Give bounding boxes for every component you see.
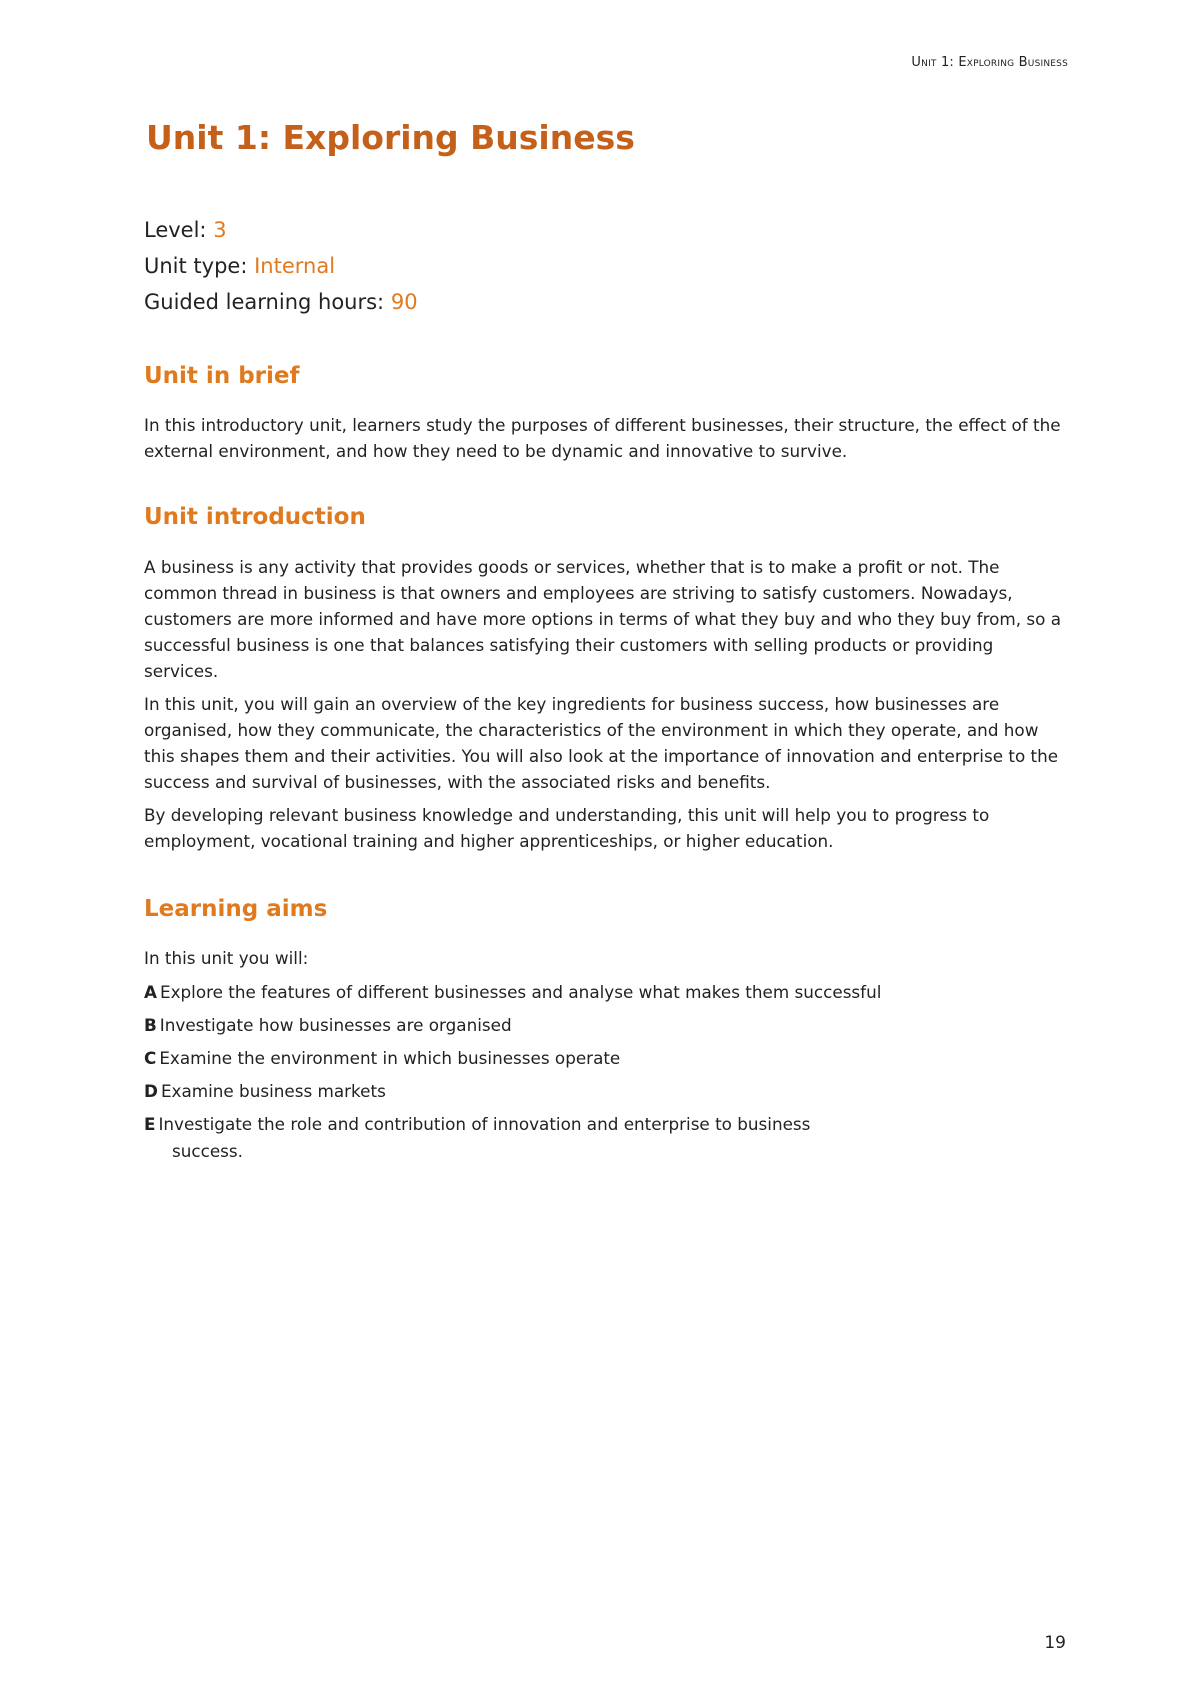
learning-aim-item: [144, 1045, 884, 1072]
learning-aims-heading: Learning aims: [144, 895, 328, 922]
learning-aims-list: [144, 979, 884, 1165]
meta-level-label: Level:: [144, 217, 207, 242]
meta-unit-type-value: Internal: [254, 253, 336, 278]
learning-aim-letter: C: [144, 1048, 157, 1069]
learning-aims-intro: In this unit you will:: [144, 948, 309, 969]
unit-in-brief-text: In this introductory unit, learners study the purposes of different businesses, their structure, the effect of the external environment, and how they need to be dynamic and innovative to survive.: [144, 415, 1061, 462]
page-content: [144, 118, 1064, 1171]
learning-aim-letter: E: [144, 1114, 156, 1135]
learning-aim-text: Explore the features of different businesses and analyse what makes them successful: [160, 982, 882, 1003]
running-header: Unit 1: Exploring Business: [911, 55, 1068, 70]
learning-aim-text: Examine business markets: [160, 1081, 386, 1102]
page-number: 19: [1044, 1633, 1066, 1653]
unit-in-brief-heading: Unit in brief: [144, 362, 300, 389]
learning-aim-letter: A: [144, 982, 157, 1003]
learning-aim-item: [144, 1111, 884, 1165]
meta-glh: [144, 284, 1064, 320]
learning-aim-item: [144, 1012, 884, 1039]
page-title: Unit 1: Exploring Business: [146, 118, 635, 157]
meta-unit-type: [144, 248, 1064, 284]
unit-introduction-paragraph: In this unit, you will gain an overview of the key ingredients for business success, how businesses are organised, how they communicate, the characteristics of the environment in which they operate, and how this shapes them and their activities. You will also look at the importance of innovation and enterprise to the success and survival of businesses, with the associated risks and benefits.: [144, 693, 1059, 792]
meta-level: [144, 212, 1064, 248]
learning-aim-text: Investigate the role and contribution of innovation and enterprise to business success.: [158, 1114, 811, 1162]
learning-aim-text: Investigate how businesses are organised: [159, 1015, 512, 1036]
meta-glh-value: 90: [390, 289, 418, 314]
meta-glh-label: Guided learning hours:: [144, 289, 385, 314]
learning-aim-letter: D: [144, 1081, 158, 1102]
unit-introduction-paragraph: By developing relevant business knowledge and understanding, this unit will help you to progress to employment, vocational training and higher apprenticeships, or higher education.: [144, 804, 990, 851]
meta-level-value: 3: [213, 217, 227, 242]
meta-unit-type-label: Unit type:: [144, 253, 248, 278]
unit-introduction-paragraph: A business is any activity that provides goods or services, whether that is to make a profit or not. The common thread in business is that owners and employees are striving to satisfy customers. Nowadays, customers are more informed and have more options in terms of what they buy and who they buy from, so a successful business is one that balances satisfying their customers with selling products or providing services.: [144, 556, 1062, 681]
learning-aim-text: Examine the environment in which businesses operate: [159, 1048, 621, 1069]
learning-aim-item: [144, 979, 884, 1006]
learning-aim-letter: B: [144, 1015, 157, 1036]
learning-aim-item: [144, 1078, 884, 1105]
unit-introduction-heading: Unit introduction: [144, 504, 366, 531]
